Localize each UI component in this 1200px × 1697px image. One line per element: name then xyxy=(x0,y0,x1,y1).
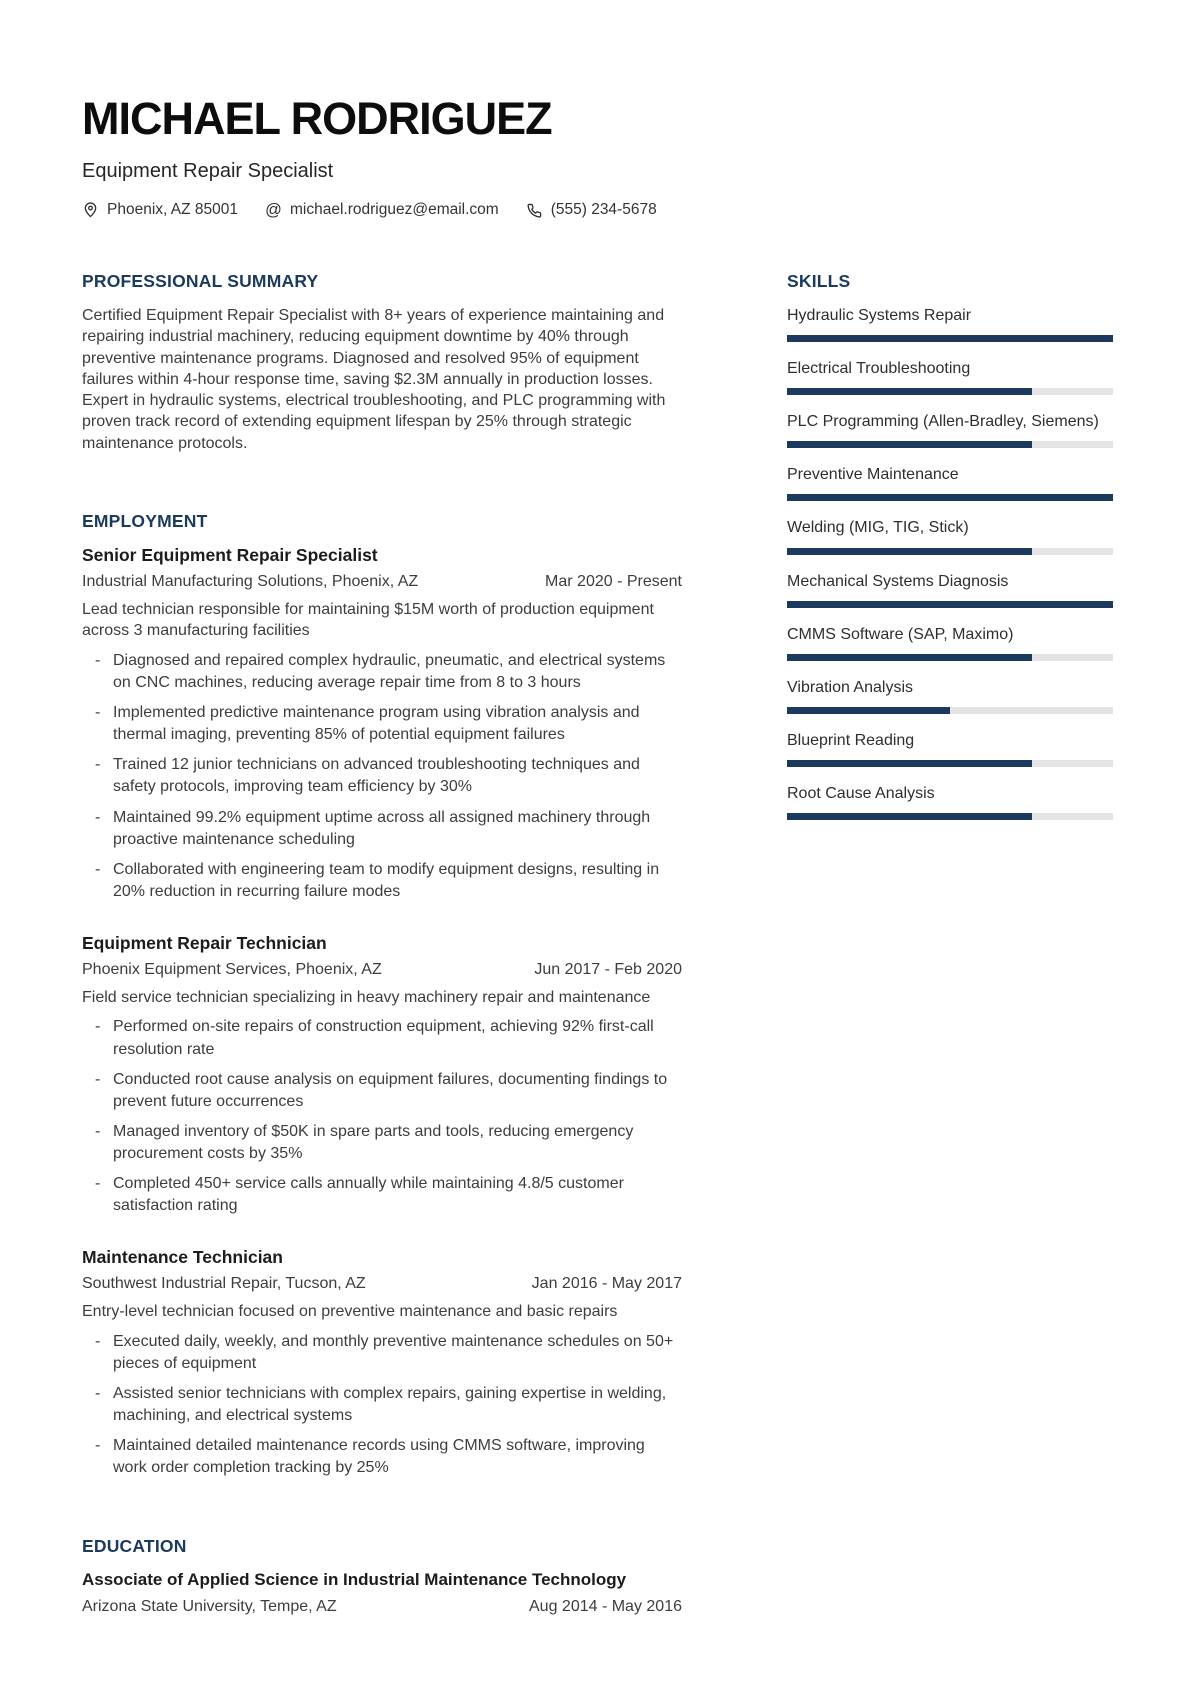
skill-item xyxy=(787,677,1113,714)
bullet-dash: - xyxy=(95,1332,101,1350)
skills-heading: SKILLS xyxy=(787,271,851,291)
bullet-text: Executed daily, weekly, and monthly preventive maintenance schedules on 50+ pieces of equipment xyxy=(113,1332,674,1372)
skill-label: Hydraulic Systems Repair xyxy=(787,307,972,324)
skill-bar-fill xyxy=(787,441,1032,448)
bullet-item xyxy=(82,1016,682,1060)
bullet-text: Trained 12 junior technicians on advanced troubleshooting techniques and safety protocols, improving team efficiency by 30% xyxy=(113,756,640,796)
skill-label: Root Cause Analysis xyxy=(787,784,935,802)
job-title: Senior Equipment Repair Specialist xyxy=(82,544,378,565)
bullet-dash: - xyxy=(95,1436,101,1454)
education-degree: Associate of Applied Science in Industrial Maintenance Technology xyxy=(82,1570,627,1590)
section-education xyxy=(82,1536,682,1616)
skill-bar-fill xyxy=(787,548,1032,555)
education-heading: EDUCATION xyxy=(82,1536,187,1557)
bullet-dash: - xyxy=(95,808,101,826)
contact-location xyxy=(82,201,238,219)
section-employment xyxy=(82,511,682,1479)
job-company: Southwest Industrial Repair, Tucson, AZ xyxy=(82,1275,366,1293)
summary-heading: PROFESSIONAL SUMMARY xyxy=(82,271,319,291)
bullet-dash: - xyxy=(95,1070,101,1088)
bullet-dash: - xyxy=(95,652,101,670)
job-description: Lead technician responsible for maintaining $15M worth of production equipment across 3 manufacturing facilities xyxy=(82,600,654,640)
skill-bar-fill xyxy=(787,654,1032,661)
summary-text: Certified Equipment Repair Specialist with 8+ years of experience maintaining and repairing industrial machinery, reducing equipment downtime by 40% through preventive maintenance programs. Diagnosed and resolved 95% of equipment failures within 4-hour response time, saving $2.3M annually in production losses. Expert in hydraulic systems, electrical troubleshooting, and PLC programming with proven track record of extending equipment lifespan by 25% through strategic maintenance protocols. xyxy=(82,307,666,452)
skill-item xyxy=(787,571,1113,608)
bullet-dash: - xyxy=(95,1174,101,1192)
job-bullet-list xyxy=(82,1331,682,1479)
education-meta-row xyxy=(82,1598,682,1616)
job-description: Entry-level technician focused on preventive maintenance and basic repairs xyxy=(82,1303,618,1321)
location-pin-icon xyxy=(82,202,99,219)
skills-sidebar xyxy=(787,271,1113,836)
skill-label: Electrical Troubleshooting xyxy=(787,360,971,378)
phone-text: (555) 234-5678 xyxy=(550,201,657,218)
email-at-icon: @ xyxy=(265,200,282,219)
job-meta-row xyxy=(82,573,682,591)
bullet-text: Conducted root cause analysis on equipment failures, documenting findings to prevent future occurrences xyxy=(113,1070,668,1110)
job-entry xyxy=(82,1247,682,1479)
bullet-item xyxy=(82,1331,682,1375)
contact-phone xyxy=(526,201,657,219)
bullet-text: Diagnosed and repaired complex hydraulic, pneumatic, and electrical systems on CNC machines, reducing average repair time from 8 to 3 hours xyxy=(113,652,666,692)
job-dates: Mar 2020 - Present xyxy=(545,572,682,590)
bullet-text: Implemented predictive maintenance program using vibration analysis and thermal imaging, preventing 85% of potential equipment failures xyxy=(113,704,640,744)
person-name: MICHAEL RODRIGUEZ xyxy=(82,93,552,144)
phone-icon xyxy=(526,202,543,219)
bullet-text: Performed on-site repairs of construction equipment, achieving 92% first-call resolution rate xyxy=(113,1018,654,1058)
bullet-item xyxy=(82,1435,682,1479)
bullet-text: Maintained 99.2% equipment uptime across all assigned machinery through proactive maintenance scheduling xyxy=(113,808,651,848)
job-dates: Jun 2017 - Feb 2020 xyxy=(534,960,682,978)
job-entry xyxy=(82,545,682,903)
bullet-item xyxy=(82,754,682,798)
skill-bar-track xyxy=(787,654,1113,661)
skill-bar-fill xyxy=(787,388,1032,395)
skill-label: PLC Programming (Allen-Bradley, Siemens) xyxy=(787,413,1099,431)
bullet-item xyxy=(82,1069,682,1113)
skill-bar-track xyxy=(787,388,1113,395)
skill-bar-track xyxy=(787,548,1113,555)
skill-label: Blueprint Reading xyxy=(787,731,915,749)
skill-label: Preventive Maintenance xyxy=(787,466,959,484)
employment-heading: EMPLOYMENT xyxy=(82,510,208,531)
skill-item xyxy=(787,624,1113,661)
bullet-text: Completed 450+ service calls annually while maintaining 4.8/5 customer satisfaction rating xyxy=(113,1174,624,1214)
skill-bar-track xyxy=(787,707,1113,714)
skill-bar-track xyxy=(787,335,1113,342)
job-bullet-list xyxy=(82,1016,682,1217)
bullet-text: Managed inventory of $50K in spare parts and tools, reducing emergency procurement costs by 35% xyxy=(113,1122,634,1162)
bullet-dash: - xyxy=(95,1018,101,1036)
skill-bar-fill xyxy=(787,760,1032,767)
bullet-item xyxy=(82,650,682,694)
bullet-dash: - xyxy=(95,1384,101,1402)
job-company: Phoenix Equipment Services, Phoenix, AZ xyxy=(82,960,382,978)
bullet-item xyxy=(82,702,682,746)
bullet-text: Assisted senior technicians with complex repairs, gaining expertise in welding, machining, and electrical systems xyxy=(113,1384,667,1424)
job-company: Industrial Manufacturing Solutions, Phoenix, AZ xyxy=(82,572,419,590)
location-text: Phoenix, AZ 85001 xyxy=(107,201,238,218)
bullet-item xyxy=(82,807,682,851)
bullet-item xyxy=(82,859,682,903)
bullet-text: Collaborated with engineering team to modify equipment designs, resulting in 20% reduction in recurring failure modes xyxy=(113,860,660,900)
bullet-dash: - xyxy=(95,704,101,722)
bullet-text: Maintained detailed maintenance records using CMMS software, improving work order completion tracking by 25% xyxy=(113,1436,645,1477)
person-job-title: Equipment Repair Specialist xyxy=(82,160,334,182)
skill-label: Mechanical Systems Diagnosis xyxy=(787,572,1009,590)
main-column xyxy=(82,271,682,1616)
skill-bar-track xyxy=(787,813,1113,820)
skill-bar-track xyxy=(787,441,1113,448)
skill-bar-fill xyxy=(787,601,1113,608)
skill-item xyxy=(787,783,1113,820)
job-meta-row xyxy=(82,961,682,979)
skill-bar-fill xyxy=(787,335,1113,342)
job-description: Field service technician specializing in heavy machinery repair and maintenance xyxy=(82,988,651,1006)
skill-bar-fill xyxy=(787,494,1113,501)
education-dates: Aug 2014 - May 2016 xyxy=(529,1598,682,1616)
contact-email xyxy=(265,201,499,219)
job-title: Equipment Repair Technician xyxy=(82,932,327,953)
contact-row xyxy=(82,201,1113,219)
job-title: Maintenance Technician xyxy=(82,1247,283,1268)
education-school: Arizona State University, Tempe, AZ xyxy=(82,1598,337,1616)
bullet-dash: - xyxy=(95,756,101,774)
skill-item xyxy=(787,411,1113,448)
skill-item xyxy=(787,517,1113,554)
content-columns xyxy=(82,271,1113,1616)
skill-bar-fill xyxy=(787,707,950,714)
skill-item xyxy=(787,464,1113,501)
skill-label: Welding (MIG, TIG, Stick) xyxy=(787,519,969,537)
email-text: michael.rodriguez@email.com xyxy=(290,201,499,218)
skills-list xyxy=(787,305,1113,820)
skill-bar-fill xyxy=(787,813,1032,820)
bullet-item xyxy=(82,1173,682,1217)
bullet-dash: - xyxy=(95,860,101,878)
skill-label: Vibration Analysis xyxy=(787,678,913,696)
skill-item xyxy=(787,305,1113,342)
resume-header xyxy=(82,93,1113,219)
bullet-item xyxy=(82,1383,682,1427)
skill-bar-track xyxy=(787,601,1113,608)
bullet-dash: - xyxy=(95,1122,101,1140)
job-meta-row xyxy=(82,1275,682,1293)
section-professional-summary xyxy=(82,271,682,454)
skill-item xyxy=(787,358,1113,395)
section-skills xyxy=(787,271,1113,820)
job-entry xyxy=(82,933,682,1217)
skill-item xyxy=(787,730,1113,767)
job-list xyxy=(82,545,682,1479)
skill-bar-track xyxy=(787,494,1113,501)
job-bullet-list xyxy=(82,650,682,903)
skill-label: CMMS Software (SAP, Maximo) xyxy=(787,625,1014,643)
skill-bar-track xyxy=(787,760,1113,767)
job-dates: Jan 2016 - May 2017 xyxy=(531,1275,682,1293)
bullet-item xyxy=(82,1121,682,1165)
